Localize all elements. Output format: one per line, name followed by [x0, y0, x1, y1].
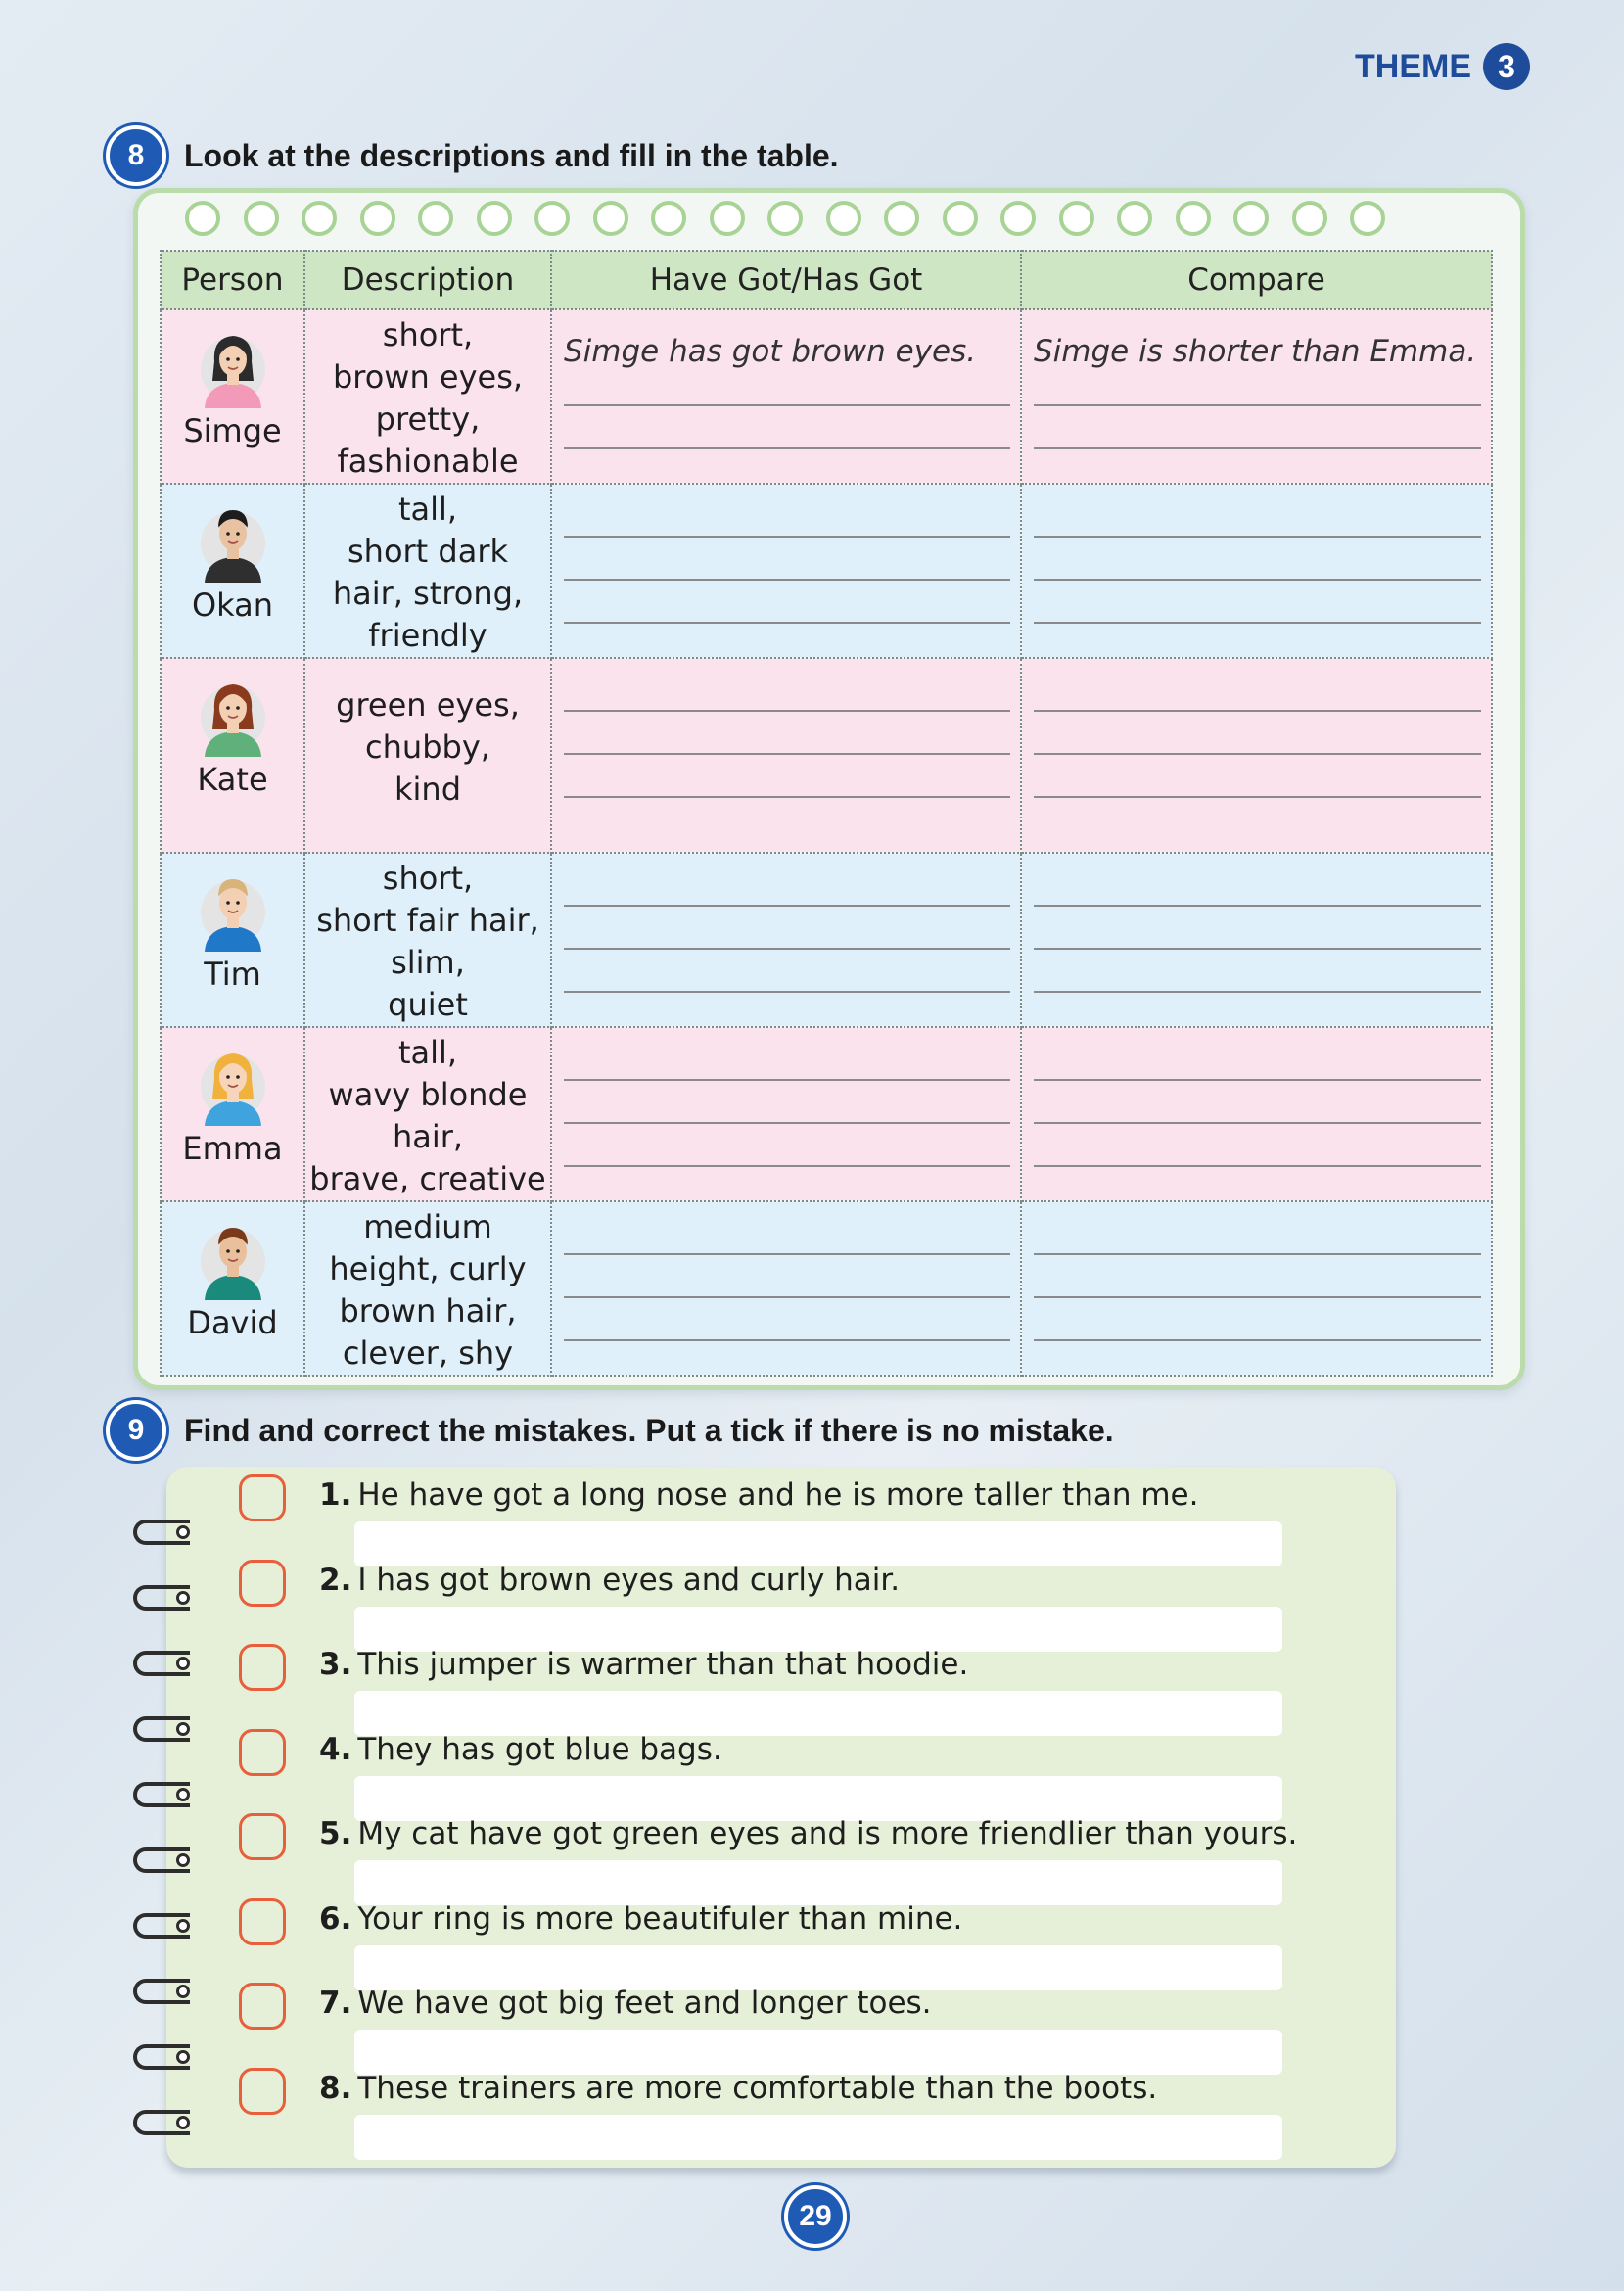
notebook-ring	[302, 201, 337, 236]
person-name: Kate	[197, 761, 268, 798]
correction-answer-field[interactable]	[354, 1945, 1282, 1990]
table-row-tim	[161, 853, 1492, 1027]
mistake-item	[239, 1813, 1298, 1860]
answer-line[interactable]	[564, 536, 1010, 538]
exercise-8-header	[106, 125, 839, 186]
description-table	[160, 250, 1493, 1377]
item-text: Your ring is more beautifuler than mine.	[357, 1900, 963, 1937]
answer-line[interactable]	[564, 1122, 1010, 1124]
answer-line[interactable]	[564, 948, 1010, 950]
description-line: height, curly	[329, 1250, 527, 1287]
description-line: brown eyes,	[332, 358, 524, 396]
person-cell	[161, 484, 304, 658]
description-line: quiet	[388, 986, 468, 1023]
answer-line[interactable]	[564, 579, 1010, 581]
spiral-hole	[176, 1591, 190, 1605]
notebook-rings	[185, 201, 1385, 236]
spiral-hole	[176, 2050, 190, 2064]
exercise-9-number: 9	[106, 1400, 166, 1461]
table-row-okan	[161, 484, 1492, 658]
boy-fair-hair-avatar-icon	[162, 854, 303, 952]
notebook-ring	[1350, 201, 1385, 236]
answer-line[interactable]	[564, 753, 1010, 755]
item-text: They has got blue bags.	[357, 1731, 722, 1767]
column-header-person: Person	[161, 251, 304, 309]
have-got-example: Simge has got brown eyes.	[564, 334, 977, 369]
item-number: 1.	[319, 1477, 352, 1513]
tick-checkbox[interactable]	[239, 1983, 286, 2030]
have-got-answer-cell[interactable]	[551, 309, 1021, 484]
person-name: David	[187, 1304, 278, 1341]
person-name: Tim	[204, 956, 261, 993]
boy-dark-hair-avatar-icon	[162, 485, 303, 583]
theme-number-badge: 3	[1483, 43, 1530, 90]
notebook-ring	[593, 201, 628, 236]
answer-line[interactable]	[564, 1079, 1010, 1081]
notebook-table-card	[133, 188, 1525, 1390]
mistake-sentence	[319, 1477, 1198, 1513]
description-cell	[304, 658, 551, 853]
answer-line[interactable]	[1034, 404, 1481, 406]
spiral-hole	[176, 1919, 190, 1933]
tick-checkbox[interactable]	[239, 1560, 286, 1607]
item-number: 3.	[319, 1647, 352, 1682]
description-line: hair, strong,	[332, 575, 524, 612]
exercise-8-number: 8	[106, 125, 166, 186]
mistake-sentence	[319, 1732, 722, 1767]
spiral-hole	[176, 2116, 190, 2129]
notebook-ring	[710, 201, 745, 236]
compare-example: Simge is shorter than Emma.	[1034, 334, 1477, 369]
answer-line[interactable]	[1034, 1339, 1481, 1341]
spiral-hole	[176, 1788, 190, 1801]
answer-line[interactable]	[564, 447, 1010, 449]
description-line: brown hair,	[339, 1292, 517, 1330]
mistake-item	[239, 2068, 1158, 2115]
exercise-8-instruction: Look at the descriptions and fill in the table.	[184, 137, 839, 173]
notebook-ring	[1292, 201, 1327, 236]
have-got-answer-cell[interactable]	[551, 853, 1021, 1027]
answer-line[interactable]	[564, 1339, 1010, 1341]
answer-line[interactable]	[1034, 1122, 1481, 1124]
answer-line[interactable]	[564, 622, 1010, 624]
tick-checkbox[interactable]	[239, 1898, 286, 1945]
mistake-item	[239, 1729, 722, 1776]
compare-answer-cell[interactable]	[1021, 1027, 1492, 1201]
tick-checkbox[interactable]	[239, 2068, 286, 2115]
correction-answer-field[interactable]	[354, 2115, 1282, 2160]
person-name: Okan	[191, 586, 274, 624]
notebook-ring	[1233, 201, 1269, 236]
description-line: brave, creative	[309, 1160, 546, 1197]
description-line: slim,	[391, 944, 465, 981]
spiral-hole	[176, 1985, 190, 1998]
item-text: We have got big feet and longer toes.	[357, 1986, 932, 2021]
description-line: friendly	[368, 617, 487, 654]
notebook-ring	[418, 201, 453, 236]
description-cell	[304, 309, 551, 484]
answer-line[interactable]	[1034, 622, 1481, 624]
correction-answer-field[interactable]	[354, 2030, 1282, 2075]
answer-line[interactable]	[564, 710, 1010, 712]
description-line: chubby,	[365, 728, 490, 766]
description-line: kind	[394, 771, 461, 808]
column-header-have-got: Have Got/Has Got	[551, 251, 1021, 309]
answer-line[interactable]	[564, 796, 1010, 798]
spiral-hole	[176, 1722, 190, 1736]
description-line: clever, shy	[342, 1334, 514, 1372]
person-name: Simge	[183, 412, 282, 449]
mistake-sentence	[319, 1816, 1297, 1851]
notebook-ring	[767, 201, 803, 236]
spiral-hole	[176, 1525, 190, 1539]
answer-line[interactable]	[564, 991, 1010, 993]
description-line: tall,	[397, 491, 458, 528]
description-cell	[304, 853, 551, 1027]
notebook-ring	[534, 201, 570, 236]
description-cell	[304, 1201, 551, 1376]
answer-line[interactable]	[564, 1253, 1010, 1255]
have-got-answer-cell[interactable]	[551, 1027, 1021, 1201]
girl-dark-hair-avatar-icon	[162, 310, 303, 408]
exercise-9-header	[106, 1400, 1114, 1461]
table-row-kate	[161, 658, 1492, 853]
item-text: My cat have got green eyes and is more friendlier than yours.	[357, 1816, 1298, 1851]
item-text: He have got a long nose and he is more taller than me.	[357, 1477, 1199, 1513]
spiral-hole	[176, 1657, 190, 1670]
page-number: 29	[784, 2185, 847, 2248]
answer-line[interactable]	[1034, 796, 1481, 798]
description-cell	[304, 484, 551, 658]
answer-line[interactable]	[1034, 948, 1481, 950]
mistake-item	[239, 1560, 901, 1607]
compare-answer-cell[interactable]	[1021, 309, 1492, 484]
notebook-ring	[185, 201, 220, 236]
item-number: 2.	[319, 1562, 352, 1598]
person-cell	[161, 853, 304, 1027]
correction-answer-field[interactable]	[354, 1521, 1282, 1566]
answer-line[interactable]	[1034, 536, 1481, 538]
person-cell	[161, 309, 304, 484]
answer-line[interactable]	[1034, 1079, 1481, 1081]
answer-line[interactable]	[1034, 905, 1481, 907]
girl-blonde-hair-avatar-icon	[162, 1028, 303, 1126]
have-got-answer-cell[interactable]	[551, 658, 1021, 853]
correction-answer-field[interactable]	[354, 1776, 1282, 1821]
notebook-ring	[884, 201, 919, 236]
have-got-answer-cell[interactable]	[551, 484, 1021, 658]
compare-answer-cell[interactable]	[1021, 484, 1492, 658]
girl-auburn-hair-avatar-icon	[162, 659, 303, 757]
notebook-ring	[244, 201, 279, 236]
answer-line[interactable]	[564, 905, 1010, 907]
mistake-item	[239, 1983, 932, 2030]
person-cell	[161, 658, 304, 853]
answer-line[interactable]	[564, 1165, 1010, 1167]
item-number: 7.	[319, 1986, 352, 2021]
mistake-item	[239, 1644, 969, 1691]
table-row-david	[161, 1201, 1492, 1376]
column-header-description: Description	[304, 251, 551, 309]
notebook-ring	[1176, 201, 1211, 236]
answer-line[interactable]	[1034, 1253, 1481, 1255]
tick-checkbox[interactable]	[239, 1813, 286, 1860]
mistake-sentence	[319, 1901, 962, 1937]
description-line: tall,	[397, 1034, 458, 1071]
description-line: short,	[382, 316, 474, 353]
item-text: This jumper is warmer than that hoodie.	[357, 1647, 969, 1682]
compare-answer-cell[interactable]	[1021, 1201, 1492, 1376]
correction-answer-field[interactable]	[354, 1691, 1282, 1736]
notebook-ring	[360, 201, 395, 236]
answer-line[interactable]	[564, 404, 1010, 406]
column-header-compare: Compare	[1021, 251, 1492, 309]
notebook-ring	[943, 201, 978, 236]
notebook-ring	[1117, 201, 1152, 236]
tick-checkbox[interactable]	[239, 1474, 286, 1521]
description-line: green eyes,	[336, 686, 520, 724]
answer-line[interactable]	[1034, 447, 1481, 449]
description-line: short fair hair,	[316, 902, 539, 939]
description-line: short dark	[347, 533, 508, 570]
compare-answer-cell[interactable]	[1021, 658, 1492, 853]
item-text: I has got brown eyes and curly hair.	[357, 1562, 901, 1598]
description-line: fashionable	[337, 443, 519, 480]
notebook-ring	[826, 201, 861, 236]
answer-line[interactable]	[1034, 1296, 1481, 1298]
description-line: medium	[363, 1208, 492, 1245]
description-line: short,	[382, 860, 474, 897]
answer-line[interactable]	[1034, 1165, 1481, 1167]
notebook-ring	[1059, 201, 1094, 236]
item-number: 8.	[319, 2070, 352, 2106]
item-number: 4.	[319, 1731, 352, 1767]
theme-label	[1355, 43, 1530, 90]
notebook-ring	[1000, 201, 1036, 236]
item-text: These trainers are more comfortable than the boots.	[357, 2070, 1158, 2106]
item-number: 6.	[319, 1900, 352, 1937]
answer-line[interactable]	[1034, 753, 1481, 755]
answer-line[interactable]	[1034, 710, 1481, 712]
answer-line[interactable]	[1034, 991, 1481, 993]
table-header-row	[161, 251, 1492, 309]
mistake-sentence	[319, 1563, 900, 1598]
mistake-sentence	[319, 1986, 932, 2021]
boy-curly-hair-avatar-icon	[162, 1202, 303, 1300]
person-cell	[161, 1201, 304, 1376]
mistake-item	[239, 1898, 963, 1945]
mistake-sentence	[319, 1647, 968, 1682]
person-cell	[161, 1027, 304, 1201]
tick-checkbox[interactable]	[239, 1729, 286, 1776]
table-row-simge	[161, 309, 1492, 484]
item-number: 5.	[319, 1816, 352, 1851]
description-line: hair,	[392, 1118, 464, 1155]
person-name: Emma	[182, 1130, 283, 1167]
table-row-emma	[161, 1027, 1492, 1201]
mistake-item	[239, 1474, 1199, 1521]
theme-text: THEME	[1355, 47, 1471, 85]
description-cell	[304, 1027, 551, 1201]
have-got-answer-cell[interactable]	[551, 1201, 1021, 1376]
mistake-sentence	[319, 2071, 1157, 2106]
compare-answer-cell[interactable]	[1021, 853, 1492, 1027]
spiral-hole	[176, 1853, 190, 1867]
description-line: wavy blonde	[328, 1076, 528, 1113]
tick-checkbox[interactable]	[239, 1644, 286, 1691]
correction-answer-field[interactable]	[354, 1607, 1282, 1652]
notebook-ring	[651, 201, 686, 236]
correction-answer-field[interactable]	[354, 1860, 1282, 1905]
description-line: pretty,	[375, 400, 481, 438]
answer-line[interactable]	[1034, 579, 1481, 581]
notebook-ring	[477, 201, 512, 236]
exercise-9-instruction: Find and correct the mistakes. Put a tick if there is no mistake.	[184, 1412, 1114, 1448]
answer-line[interactable]	[564, 1296, 1010, 1298]
